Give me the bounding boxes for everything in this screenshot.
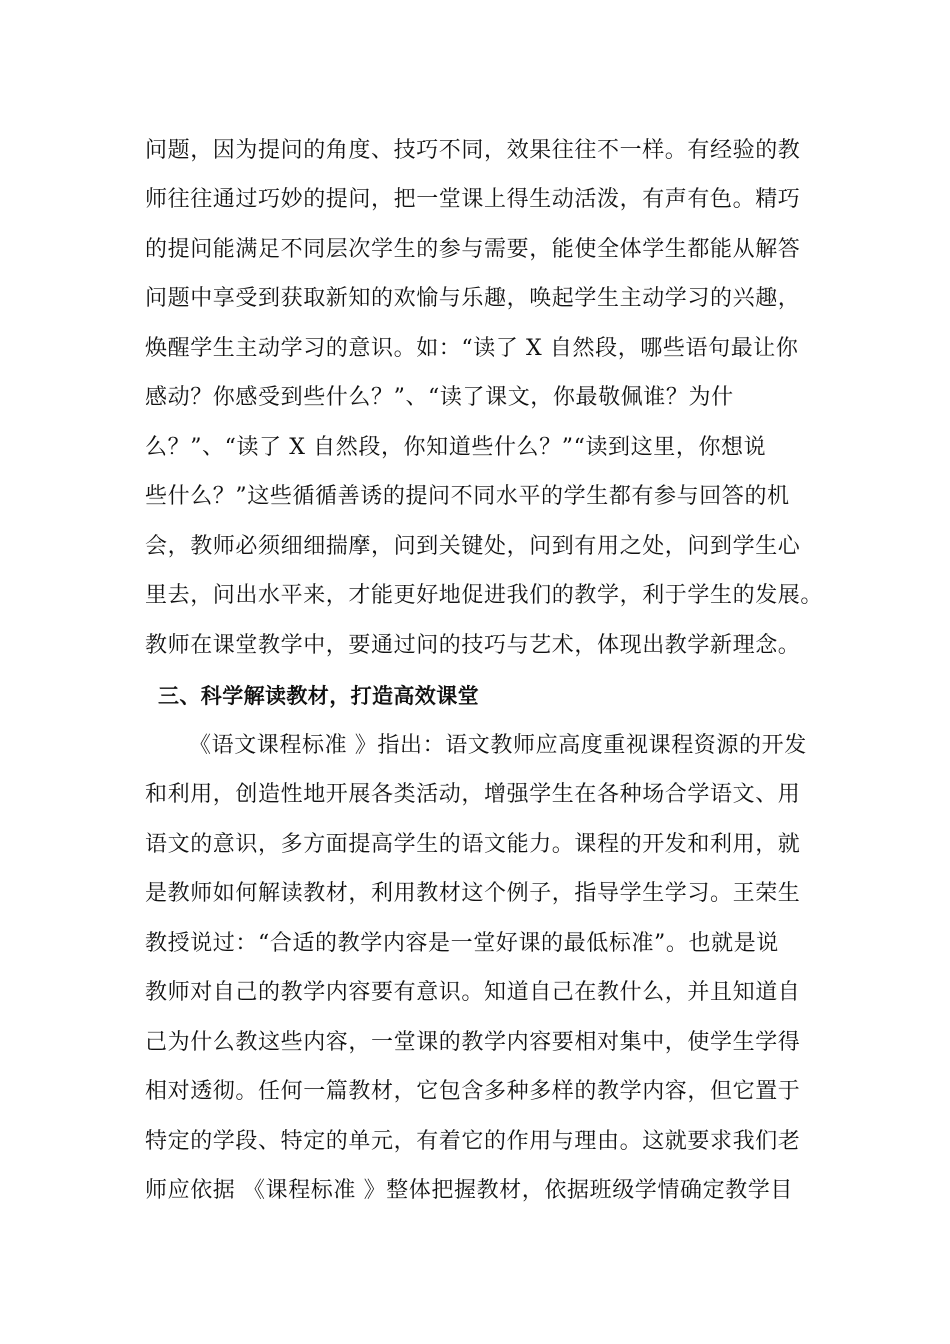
text-line: 师往往通过巧妙的提问，把一堂课上得生动活泼，有声有色。精巧 [145, 187, 801, 212]
text-line: 感动？你感受到些什么？”、“读了课文，你最敬佩谁？为什 [145, 385, 734, 410]
section-heading: 三、科学解读教材，打造高效课堂 [158, 684, 479, 708]
text-line: 教师对自己的教学内容要有意识。知道自己在教什么，并且知道自 [145, 980, 801, 1005]
text-line: 么？”、“读了 X 自然段，你知道些什么？”“读到这里，你想说 [145, 435, 767, 460]
text-line: 己为什么教这些内容，一堂课的教学内容要相对集中，使学生学得 [145, 1030, 801, 1055]
text-line: 些什么？”这些循循善诱的提问不同水平的学生都有参与回答的机 [145, 484, 790, 509]
text-line: 焕醒学生主动学习的意识。如：“读了 X 自然段，哪些语句最让你 [145, 336, 799, 361]
text-line: 和利用，创造性地开展各类活动，增强学生在各种场合学语文、用 [145, 782, 801, 807]
text-line: 《语文课程标准 》指出：语文教师应高度重视课程资源的开发 [189, 733, 807, 758]
text-line: 问题中享受到获取新知的欢愉与乐趣，唤起学生主动学习的兴趣， [145, 286, 801, 311]
text-line: 教授说过：“合适的教学内容是一堂好课的最低标准”。也就是说 [145, 931, 779, 956]
text-line: 是教师如何解读教材，利用教材这个例子，指导学生学习。王荣生 [145, 881, 801, 906]
text-line: 特定的学段、特定的单元，有着它的作用与理由。这就要求我们老 [145, 1129, 801, 1154]
text-line: 教师在课堂教学中，要通过问的技巧与艺术，体现出教学新理念。 [145, 633, 801, 658]
text-line: 会，教师必须细细揣摩，问到关键处，问到有用之处，问到学生心 [145, 534, 801, 559]
text-line: 相对透彻。任何一篇教材，它包含多种多样的教学内容，但它置于 [145, 1079, 801, 1104]
text-line: 语文的意识，多方面提高学生的语文能力。课程的开发和利用，就 [145, 832, 801, 857]
text-line: 里去，问出水平来，才能更好地促进我们的教学，利于学生的发展。 [145, 583, 824, 608]
text-line: 问题，因为提问的角度、技巧不同，效果往往不一样。有经验的教 [145, 138, 801, 163]
text-line: 师应依据 《课程标准 》整体把握教材，依据班级学情确定教学目 [145, 1178, 793, 1203]
text-line: 的提问能满足不同层次学生的参与需要，能使全体学生都能从解答 [145, 237, 801, 262]
